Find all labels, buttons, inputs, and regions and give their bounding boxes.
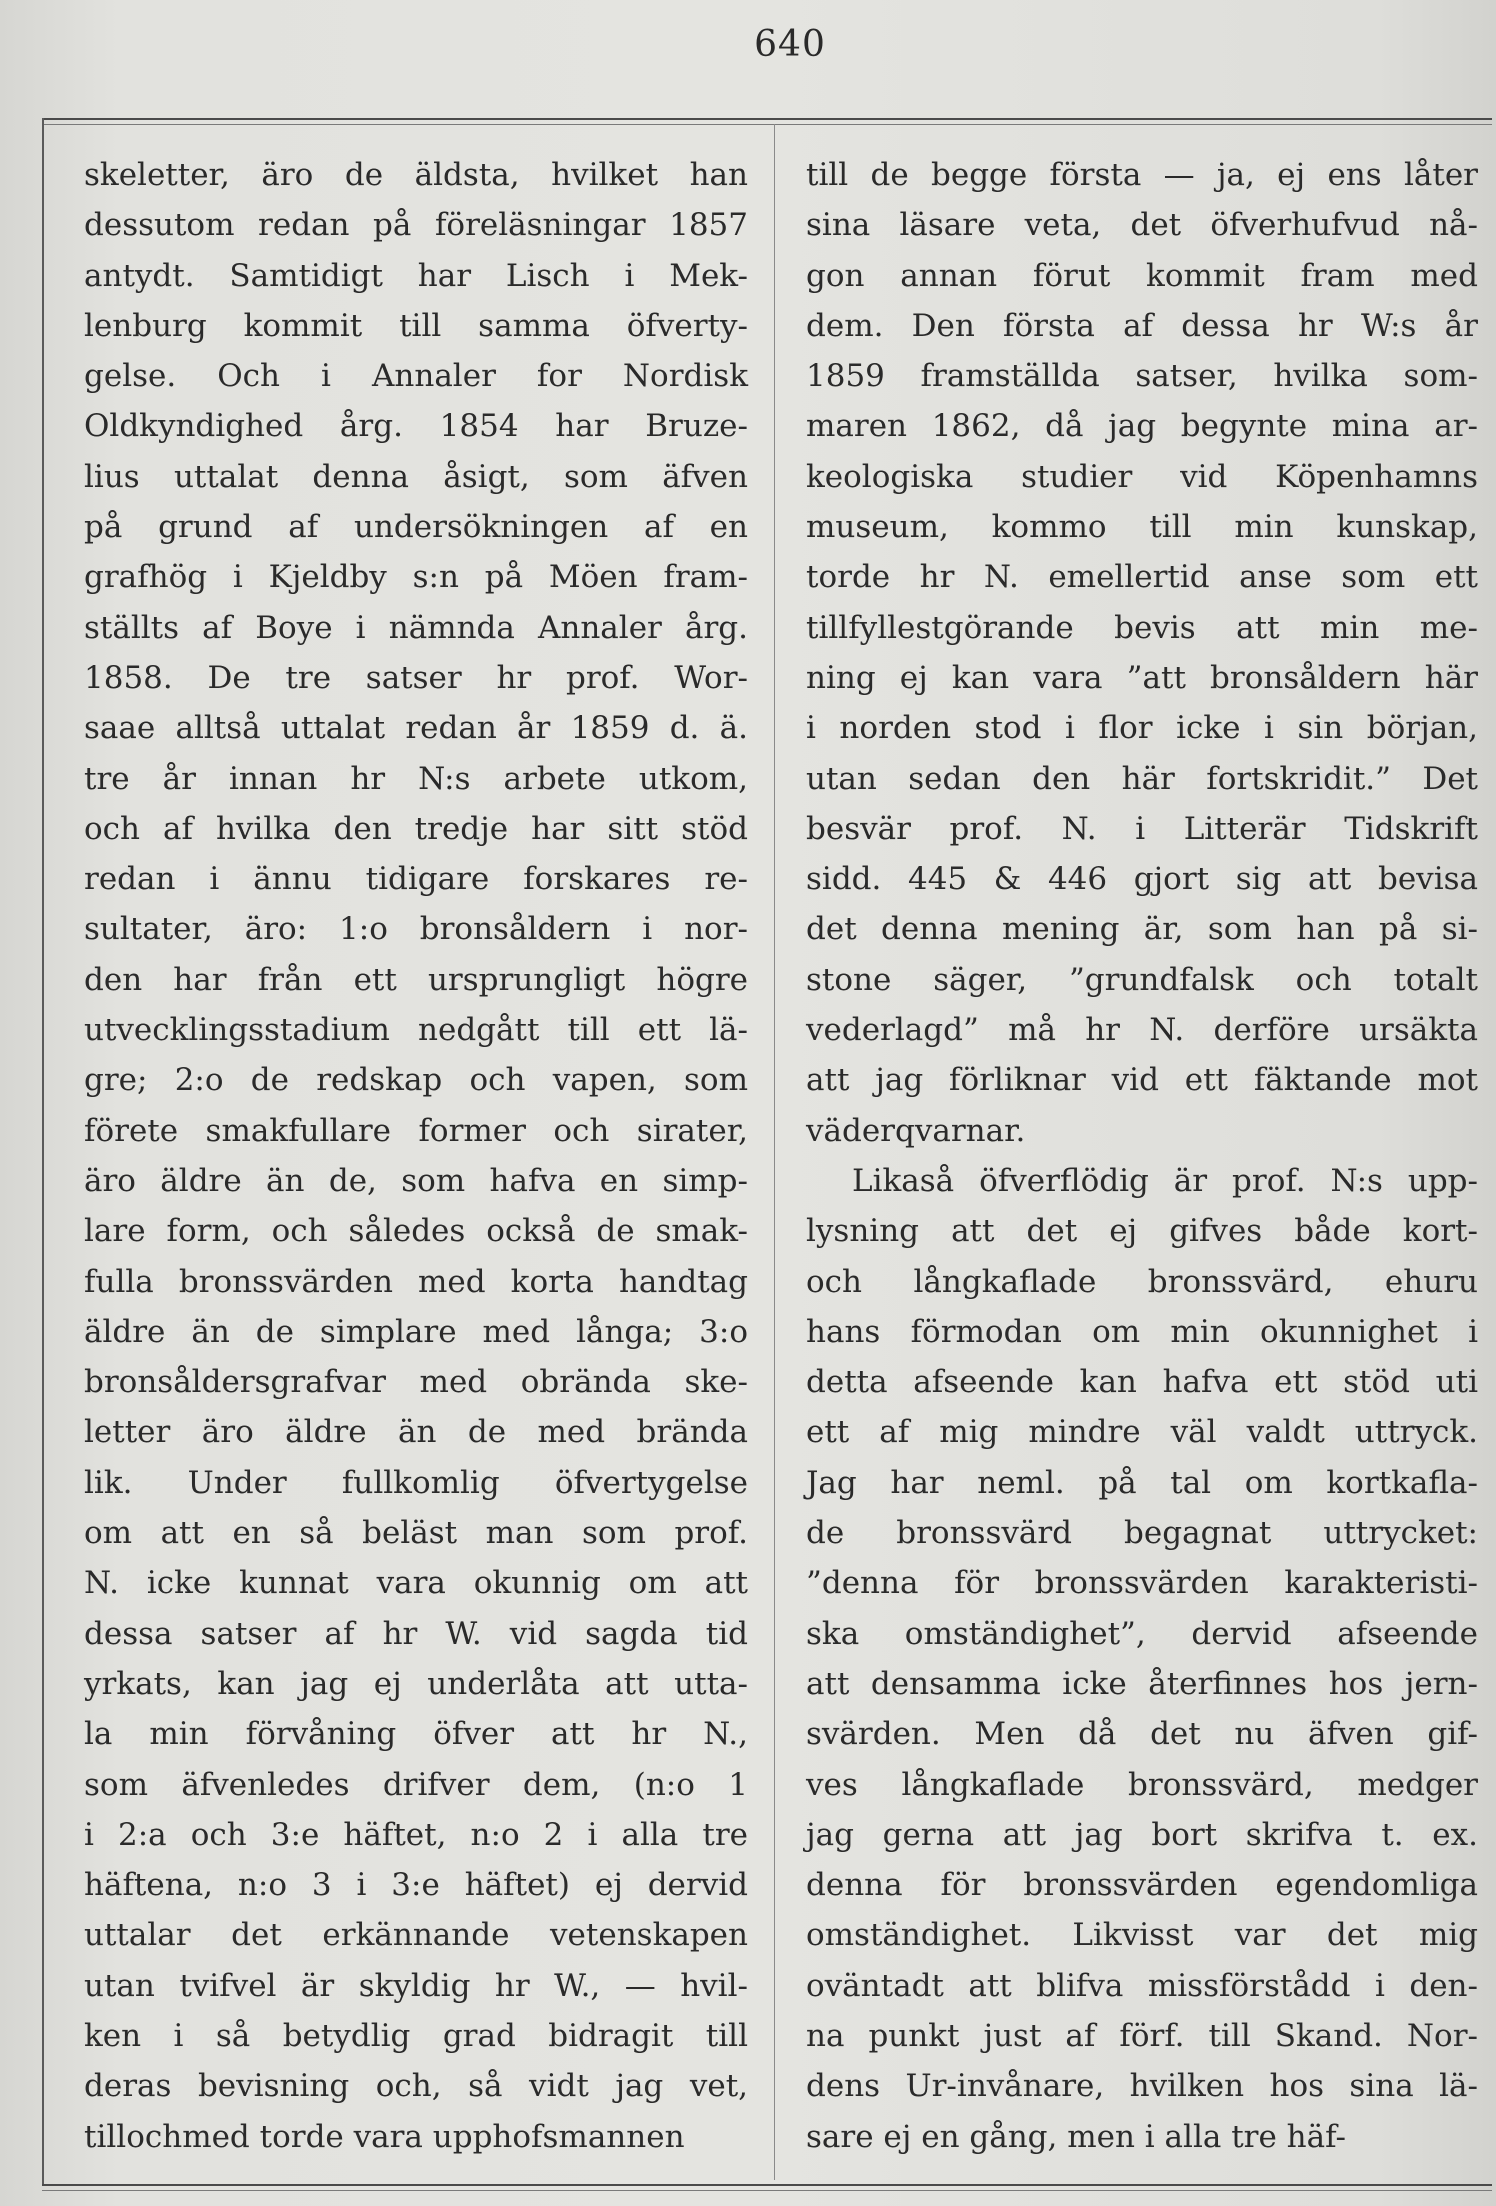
text-line: stone säger, ”grundfalsk och totalt bbox=[806, 961, 1478, 998]
text-line: om att en så beläst man som prof. bbox=[84, 1515, 748, 1552]
text-line: äldre än de simplare med långa; 3:o bbox=[84, 1313, 748, 1350]
text-line: till de begge första — ja, ej ens låter bbox=[806, 157, 1478, 193]
text-line: lius uttalat denna åsigt, som äfven bbox=[84, 458, 748, 495]
text-line: deras bevisning och, så vidt jag vet, bbox=[84, 2068, 748, 2105]
text-line: gon annan förut kommit fram med bbox=[806, 257, 1478, 294]
text-line: det denna mening är, som han på si- bbox=[806, 911, 1478, 948]
top-rule bbox=[42, 118, 1492, 120]
text-line: Jag har neml. på tal om kortkafla- bbox=[806, 1464, 1478, 1501]
bottom-rule-inner bbox=[42, 2190, 1492, 2191]
text-line: tre år innan hr N:s arbete utkom, bbox=[84, 760, 748, 797]
text-line: häftena, n:o 3 i 3:e häftet) ej dervid bbox=[84, 1867, 748, 1904]
text-line: 1858. De tre satser hr prof. Wor- bbox=[84, 659, 748, 696]
text-line: tillfyllestgörande bevis att min me- bbox=[806, 609, 1478, 646]
text-line: utan sedan den här fortskridit.” Det bbox=[806, 760, 1478, 797]
text-line: ning ej kan vara ”att bronsåldern här bbox=[806, 659, 1478, 696]
left-margin-rule bbox=[42, 118, 44, 2184]
text-line: ett af mig mindre väl valdt uttryck. bbox=[806, 1414, 1478, 1451]
text-line: lenburg kommit till samma öfverty- bbox=[84, 307, 748, 344]
text-line: tillochmed torde vara upphofsmannen bbox=[84, 2118, 685, 2155]
text-line: som äfvenledes drifver dem, (n:o 1 bbox=[84, 1766, 748, 1803]
text-line: hans förmodan om min okunnighet i bbox=[806, 1313, 1478, 1350]
text-line: dessutom redan på föreläsningar 1857 bbox=[84, 207, 748, 244]
text-line: Oldkyndighed årg. 1854 har Bruze- bbox=[84, 408, 748, 445]
text-line: de bronssvärd begagnat uttrycket: bbox=[806, 1515, 1478, 1552]
text-line: sina läsare veta, det öfverhufvud nå- bbox=[806, 207, 1478, 244]
right-text-column bbox=[806, 150, 1478, 2162]
text-line: gelse. Och i Annaler for Nordisk bbox=[84, 358, 748, 395]
text-line: ska omständighet”, dervid afseende bbox=[806, 1615, 1478, 1652]
text-line: la min förvåning öfver att hr N., bbox=[84, 1716, 748, 1753]
text-line: äro äldre än de, som hafva en simp- bbox=[84, 1162, 748, 1199]
text-line: utvecklingsstadium nedgått till ett lä- bbox=[84, 1012, 748, 1049]
text-line: torde hr N. emellertid anse som ett bbox=[806, 559, 1478, 596]
text-line: svärden. Men då det nu äfven gif- bbox=[806, 1716, 1478, 1753]
text-line: gre; 2:o de redskap och vapen, som bbox=[84, 1062, 748, 1099]
text-line: och af hvilka den tredje har sitt stöd bbox=[84, 810, 748, 847]
text-line: utan tvifvel är skyldig hr W., — hvil- bbox=[84, 1967, 748, 2004]
text-line: Likaså öfverflödig är prof. N:s upp- bbox=[852, 1162, 1478, 1199]
text-line: lysning att det ej gifves både kort- bbox=[806, 1213, 1478, 1250]
text-line: maren 1862, då jag begynte mina ar- bbox=[806, 408, 1478, 445]
text-line: na punkt just af förf. till Skand. Nor- bbox=[806, 2017, 1478, 2054]
text-line: i 2:a och 3:e häftet, n:o 2 i alla tre bbox=[84, 1816, 748, 1853]
text-line: lik. Under fullkomlig öfvertygelse bbox=[84, 1464, 748, 1501]
column-divider bbox=[774, 124, 775, 2180]
text-line: letter äro äldre än de med brända bbox=[84, 1414, 748, 1451]
text-line: dem. Den första af dessa hr W:s år bbox=[806, 307, 1478, 344]
text-line: ken i så betydlig grad bidragit till bbox=[84, 2017, 748, 2054]
text-line: sare ej en gång, men i alla tre häf- bbox=[806, 2118, 1346, 2155]
text-line: ves långkaflade bronssvärd, medger bbox=[806, 1766, 1478, 1803]
text-line: denna för bronssvärden egendomliga bbox=[806, 1867, 1478, 1904]
text-line: dessa satser af hr W. vid sagda tid bbox=[84, 1615, 748, 1652]
text-line: vederlagd” må hr N. derföre ursäkta bbox=[806, 1012, 1478, 1049]
bottom-rule bbox=[42, 2184, 1492, 2186]
left-text-column bbox=[84, 150, 748, 2162]
text-line: oväntadt att blifva missförstådd i den- bbox=[806, 1967, 1478, 2004]
text-line: ställts af Boye i nämnda Annaler årg. bbox=[84, 609, 748, 646]
text-line: grafhög i Kjeldby s:n på Möen fram- bbox=[84, 559, 748, 596]
text-line: museum, kommo till min kunskap, bbox=[806, 509, 1478, 546]
page-number: 640 bbox=[754, 24, 826, 65]
text-line: sultater, äro: 1:o bronsåldern i nor- bbox=[84, 911, 748, 948]
text-line: besvär prof. N. i Litterär Tidskrift bbox=[806, 810, 1478, 847]
text-line: omständighet. Likvisst var det mig bbox=[806, 1917, 1478, 1954]
text-line: lare form, och således också de smak- bbox=[84, 1213, 748, 1250]
text-line: väderqvarnar. bbox=[806, 1112, 1026, 1149]
text-line: yrkats, kan jag ej underlåta att utta- bbox=[84, 1665, 748, 1702]
text-line: redan i ännu tidigare forskares re- bbox=[84, 861, 748, 898]
text-line: fulla bronssvärden med korta handtag bbox=[84, 1263, 748, 1300]
text-line: saae alltså uttalat redan år 1859 d. ä. bbox=[84, 710, 748, 747]
text-line: keologiska studier vid Köpenhamns bbox=[806, 458, 1478, 495]
text-line: att densamma icke återfinnes hos jern- bbox=[806, 1665, 1478, 1702]
text-line: 1859 framställda satser, hvilka som- bbox=[806, 358, 1478, 395]
text-line: uttalar det erkännande vetenskapen bbox=[84, 1917, 748, 1954]
text-line: skeletter, äro de äldsta, hvilket han bbox=[84, 157, 748, 193]
text-line: detta afseende kan hafva ett stöd uti bbox=[806, 1364, 1478, 1401]
text-line: den har från ett ursprungligt högre bbox=[84, 961, 748, 998]
text-line: förete smakfullare former och sirater, bbox=[84, 1112, 748, 1149]
top-rule-inner bbox=[42, 124, 1492, 125]
text-line: ”denna för bronssvärden karakteristi- bbox=[806, 1565, 1478, 1602]
text-line: på grund af undersökningen af en bbox=[84, 509, 748, 546]
text-line: antydt. Samtidigt har Lisch i Mek- bbox=[84, 257, 748, 294]
text-line: att jag förliknar vid ett fäktande mot bbox=[806, 1062, 1478, 1099]
text-line: bronsåldersgrafvar med obrända ske- bbox=[84, 1364, 748, 1401]
text-line: N. icke kunnat vara okunnig om att bbox=[84, 1565, 748, 1602]
text-line: sidd. 445 & 446 gjort sig att bevisa bbox=[806, 861, 1478, 898]
text-line: dens Ur-invånare, hvilken hos sina lä- bbox=[806, 2068, 1478, 2105]
text-line: jag gerna att jag bort skrifva t. ex. bbox=[806, 1816, 1478, 1853]
text-line: i norden stod i flor icke i sin början, bbox=[806, 710, 1478, 747]
text-line: och långkaflade bronssvärd, ehuru bbox=[806, 1263, 1478, 1300]
